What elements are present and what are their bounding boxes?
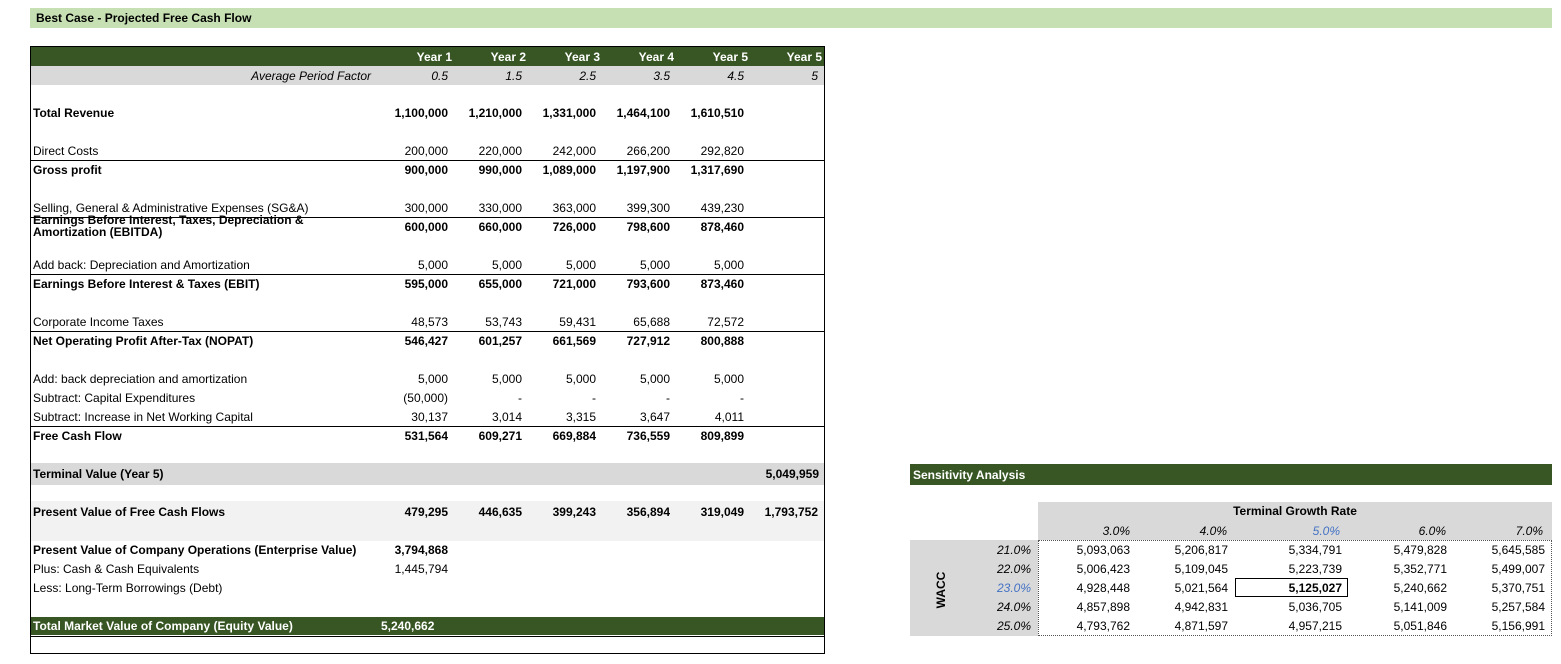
row-label-direct-costs: Direct Costs bbox=[33, 144, 99, 158]
sga-cell[interactable]: 300,000 bbox=[404, 201, 448, 215]
cash-cell[interactable]: 1,445,794 bbox=[394, 562, 448, 576]
nwc-cell[interactable]: 3,014 bbox=[491, 410, 522, 424]
nopat-cell[interactable]: 661,569 bbox=[552, 334, 596, 348]
sensitivity-cell[interactable]: 4,871,597 bbox=[1174, 619, 1228, 633]
col-header-year-5[interactable]: Year 5 bbox=[712, 50, 748, 64]
direct-costs-cell[interactable]: 220,000 bbox=[478, 144, 522, 158]
row-label-taxes: Corporate Income Taxes bbox=[33, 315, 164, 329]
sensitivity-cell[interactable]: 5,334,791 bbox=[1288, 543, 1342, 557]
row-label-capex: Subtract: Capital Expenditures bbox=[33, 391, 196, 405]
pv-fcf-cell[interactable]: 356,894 bbox=[626, 505, 670, 519]
ebit-cell[interactable]: 655,000 bbox=[478, 277, 522, 291]
period-factor-cell[interactable]: 3.5 bbox=[653, 69, 670, 83]
sensitivity-cell[interactable]: 5,499,007 bbox=[1491, 562, 1545, 576]
sensitivity-cell[interactable]: 5,206,817 bbox=[1174, 543, 1228, 557]
direct-costs-cell[interactable]: 200,000 bbox=[404, 144, 448, 158]
sensitivity-cell[interactable]: 5,125,027 bbox=[1288, 581, 1342, 595]
wacc-rate: 24.0% bbox=[996, 600, 1031, 614]
row-label-equity-value: Total Market Value of Company (Equity Value) bbox=[33, 619, 293, 633]
sensitivity-cell[interactable]: 4,957,215 bbox=[1288, 619, 1342, 633]
fcf-cell[interactable]: 531,564 bbox=[404, 429, 448, 443]
enterprise-value-cell[interactable]: 3,794,868 bbox=[394, 543, 448, 557]
divider bbox=[31, 426, 824, 427]
taxes-cell[interactable]: 48,573 bbox=[411, 315, 448, 329]
fcf-cell[interactable]: 669,884 bbox=[552, 429, 596, 443]
sensitivity-cell[interactable]: 5,051,846 bbox=[1393, 619, 1447, 633]
row-label-nwc: Subtract: Increase in Net Working Capital bbox=[33, 410, 253, 424]
pv-fcf-cell[interactable]: 446,635 bbox=[478, 505, 522, 519]
sensitivity-cell[interactable]: 5,240,662 bbox=[1393, 581, 1447, 595]
add-da-cell[interactable]: 5,000 bbox=[565, 372, 596, 386]
col-header-year-2[interactable]: Year 2 bbox=[490, 50, 526, 64]
sensitivity-cell[interactable]: 5,141,009 bbox=[1393, 600, 1447, 614]
ebit-cell[interactable]: 595,000 bbox=[404, 277, 448, 291]
gross-profit-cell[interactable]: 1,089,000 bbox=[542, 163, 596, 177]
row-label-nopat: Net Operating Profit After-Tax (NOPAT) bbox=[33, 334, 254, 348]
ebitda-cell[interactable]: 878,460 bbox=[700, 220, 744, 234]
equity-value-cell[interactable]: 5,240,662 bbox=[381, 619, 435, 633]
total-revenue-cell[interactable]: 1,331,000 bbox=[542, 106, 596, 120]
growth-rate-header: 6.0% bbox=[1418, 524, 1446, 538]
capex-cell[interactable]: (50,000) bbox=[403, 391, 448, 405]
add-back-da-cell[interactable]: 5,000 bbox=[713, 258, 744, 272]
sensitivity-cell[interactable]: 5,645,585 bbox=[1491, 543, 1545, 557]
sensitivity-cell[interactable]: 5,479,828 bbox=[1393, 543, 1447, 557]
ebit-cell[interactable]: 793,600 bbox=[626, 277, 670, 291]
sensitivity-cell[interactable]: 5,093,063 bbox=[1076, 543, 1130, 557]
period-factor-cell[interactable]: 0.5 bbox=[431, 69, 448, 83]
growth-rate-header: 3.0% bbox=[1102, 524, 1130, 538]
divider bbox=[31, 274, 824, 275]
sensitivity-cell[interactable]: 5,036,705 bbox=[1288, 600, 1342, 614]
total-revenue-cell[interactable]: 1,210,000 bbox=[468, 106, 522, 120]
col-header-year-3[interactable]: Year 3 bbox=[564, 50, 600, 64]
sensitivity-cell[interactable]: 5,156,991 bbox=[1491, 619, 1545, 633]
gross-profit-cell[interactable]: 990,000 bbox=[478, 163, 522, 177]
col-header-year-4[interactable]: Year 4 bbox=[638, 50, 674, 64]
taxes-cell[interactable]: 72,572 bbox=[707, 315, 744, 329]
row-label-enterprise-value: Present Value of Company Operations (Enterprise Value) bbox=[33, 543, 357, 557]
sheet-title-bar bbox=[30, 8, 1552, 28]
wacc-rate-selected: 23.0% bbox=[996, 581, 1031, 595]
sensitivity-cell[interactable]: 5,257,584 bbox=[1491, 600, 1545, 614]
terminal-growth-rate-label: Terminal Growth Rate bbox=[1233, 504, 1357, 518]
taxes-cell[interactable]: 59,431 bbox=[559, 315, 596, 329]
gross-profit-cell[interactable]: 1,197,900 bbox=[616, 163, 670, 177]
add-back-da-cell[interactable]: 5,000 bbox=[417, 258, 448, 272]
add-back-da-cell[interactable]: 5,000 bbox=[565, 258, 596, 272]
sensitivity-cell[interactable]: 5,352,771 bbox=[1393, 562, 1447, 576]
sensitivity-cell[interactable]: 5,021,564 bbox=[1174, 581, 1228, 595]
sensitivity-title: Sensitivity Analysis bbox=[913, 468, 1026, 482]
taxes-cell[interactable]: 53,743 bbox=[485, 315, 522, 329]
sga-cell[interactable]: 363,000 bbox=[552, 201, 596, 215]
row-label-total-revenue: Total Revenue bbox=[33, 106, 115, 120]
row-label-terminal-value: Terminal Value (Year 5) bbox=[33, 467, 164, 481]
pv-fcf-cell[interactable]: 319,049 bbox=[700, 505, 744, 519]
row-label-cash: Plus: Cash & Cash Equivalents bbox=[33, 562, 200, 576]
sensitivity-cell[interactable]: 5,109,045 bbox=[1174, 562, 1228, 576]
total-revenue-cell[interactable]: 1,464,100 bbox=[616, 106, 670, 120]
sensitivity-cell[interactable]: 4,857,898 bbox=[1076, 600, 1130, 614]
capex-cell[interactable]: - bbox=[518, 391, 522, 405]
nopat-cell[interactable]: 601,257 bbox=[478, 334, 522, 348]
ebit-cell[interactable]: 721,000 bbox=[552, 277, 596, 291]
total-revenue-cell[interactable]: 1,100,000 bbox=[394, 106, 448, 120]
divider bbox=[31, 331, 824, 332]
row-label-ebit: Earnings Before Interest & Taxes (EBIT) bbox=[33, 277, 260, 291]
sensitivity-cell[interactable]: 5,006,423 bbox=[1076, 562, 1130, 576]
ebitda-cell[interactable]: 600,000 bbox=[404, 220, 448, 234]
row-label-sga: Selling, General & Administrative Expenses (SG&A) bbox=[33, 201, 309, 215]
wacc-label: WACC bbox=[934, 571, 948, 609]
divider bbox=[31, 636, 824, 637]
fcf-cell[interactable]: 609,271 bbox=[478, 429, 522, 443]
nwc-cell[interactable]: 4,011 bbox=[714, 410, 744, 424]
fcf-cell[interactable]: 809,899 bbox=[700, 429, 744, 443]
wacc-rate: 25.0% bbox=[996, 619, 1031, 633]
direct-costs-cell[interactable]: 292,820 bbox=[700, 144, 744, 158]
divider bbox=[31, 160, 824, 161]
col-header-terminal-year[interactable]: Year 5 bbox=[786, 50, 822, 64]
ebitda-cell[interactable]: 660,000 bbox=[478, 220, 522, 234]
taxes-cell[interactable]: 65,688 bbox=[633, 315, 670, 329]
sga-cell[interactable]: 330,000 bbox=[478, 201, 522, 215]
sensitivity-cell[interactable]: 4,928,448 bbox=[1076, 581, 1130, 595]
capex-cell[interactable]: - bbox=[740, 391, 744, 405]
gross-profit-cell[interactable]: 900,000 bbox=[404, 163, 448, 177]
row-label-fcf: Free Cash Flow bbox=[33, 429, 122, 443]
ebitda-cell[interactable]: 726,000 bbox=[552, 220, 596, 234]
pv-fcf-cell[interactable]: 479,295 bbox=[404, 505, 448, 519]
sensitivity-cell[interactable]: 4,793,762 bbox=[1076, 619, 1130, 633]
row-label-add-back-da: Add back: Depreciation and Amortization bbox=[33, 258, 250, 272]
period-factor-cell[interactable]: 2.5 bbox=[579, 69, 596, 83]
capex-cell[interactable]: - bbox=[592, 391, 596, 405]
row-label-ebitda: Earnings Before Interest, Taxes, Depreciation & Amortization (EBITDA) bbox=[33, 213, 304, 239]
nwc-cell[interactable]: 3,315 bbox=[565, 410, 596, 424]
add-da-cell[interactable]: 5,000 bbox=[639, 372, 670, 386]
sensitivity-title-bar bbox=[910, 464, 1552, 485]
nopat-cell[interactable]: 546,427 bbox=[404, 334, 448, 348]
row-label-gross-profit: Gross profit bbox=[33, 163, 102, 177]
add-back-da-cell[interactable]: 5,000 bbox=[491, 258, 522, 272]
pv-fcf-cell[interactable]: 399,243 bbox=[552, 505, 596, 519]
fcf-cell[interactable]: 736,559 bbox=[626, 429, 670, 443]
col-header-year-1[interactable]: Year 1 bbox=[416, 50, 452, 64]
row-label-debt: Less: Long-Term Borrowings (Debt) bbox=[33, 581, 223, 595]
selected-cell-outline bbox=[1235, 578, 1348, 597]
sga-cell[interactable]: 439,230 bbox=[700, 201, 744, 215]
row-label-add-da: Add: back depreciation and amortization bbox=[33, 372, 248, 386]
ebit-cell[interactable]: 873,460 bbox=[700, 277, 744, 291]
nwc-cell[interactable]: 30,137 bbox=[411, 410, 448, 424]
direct-costs-cell[interactable]: 242,000 bbox=[552, 144, 596, 158]
growth-rate-header: 7.0% bbox=[1515, 524, 1543, 538]
direct-costs-cell[interactable]: 266,200 bbox=[626, 144, 670, 158]
sensitivity-cell[interactable]: 4,942,831 bbox=[1174, 600, 1228, 614]
pv-fcf-cell[interactable]: 1,793,752 bbox=[764, 505, 818, 519]
sensitivity-cell[interactable]: 5,223,739 bbox=[1288, 562, 1342, 576]
sensitivity-cell[interactable]: 5,370,751 bbox=[1491, 581, 1545, 595]
row-label-pv-fcf: Present Value of Free Cash Flows bbox=[33, 505, 226, 519]
sheet-title: Best Case - Projected Free Cash Flow bbox=[36, 11, 252, 25]
nwc-cell[interactable]: 3,647 bbox=[639, 410, 670, 424]
add-da-cell[interactable]: 5,000 bbox=[491, 372, 522, 386]
period-factor-cell[interactable]: 5 bbox=[811, 69, 818, 83]
capex-cell[interactable]: - bbox=[666, 391, 670, 405]
period-factor-cell[interactable]: 4.5 bbox=[727, 69, 744, 83]
ebitda-cell[interactable]: 798,600 bbox=[626, 220, 670, 234]
nopat-cell[interactable]: 800,888 bbox=[700, 334, 744, 348]
gross-profit-cell[interactable]: 1,317,690 bbox=[690, 163, 744, 177]
period-factor-label: Average Period Factor bbox=[251, 69, 371, 83]
total-revenue-cell[interactable]: 1,610,510 bbox=[690, 106, 744, 120]
terminal-value-cell[interactable]: 5,049,959 bbox=[765, 467, 819, 481]
add-da-cell[interactable]: 5,000 bbox=[417, 372, 448, 386]
nopat-cell[interactable]: 727,912 bbox=[626, 334, 670, 348]
sga-cell[interactable]: 399,300 bbox=[626, 201, 670, 215]
wacc-rate: 21.0% bbox=[996, 543, 1031, 557]
wacc-rate: 22.0% bbox=[996, 562, 1031, 576]
period-factor-cell[interactable]: 1.5 bbox=[505, 69, 522, 83]
growth-rate-header-selected: 5.0% bbox=[1312, 524, 1340, 538]
add-back-da-cell[interactable]: 5,000 bbox=[639, 258, 670, 272]
growth-rate-header: 4.0% bbox=[1199, 524, 1227, 538]
add-da-cell[interactable]: 5,000 bbox=[713, 372, 744, 386]
